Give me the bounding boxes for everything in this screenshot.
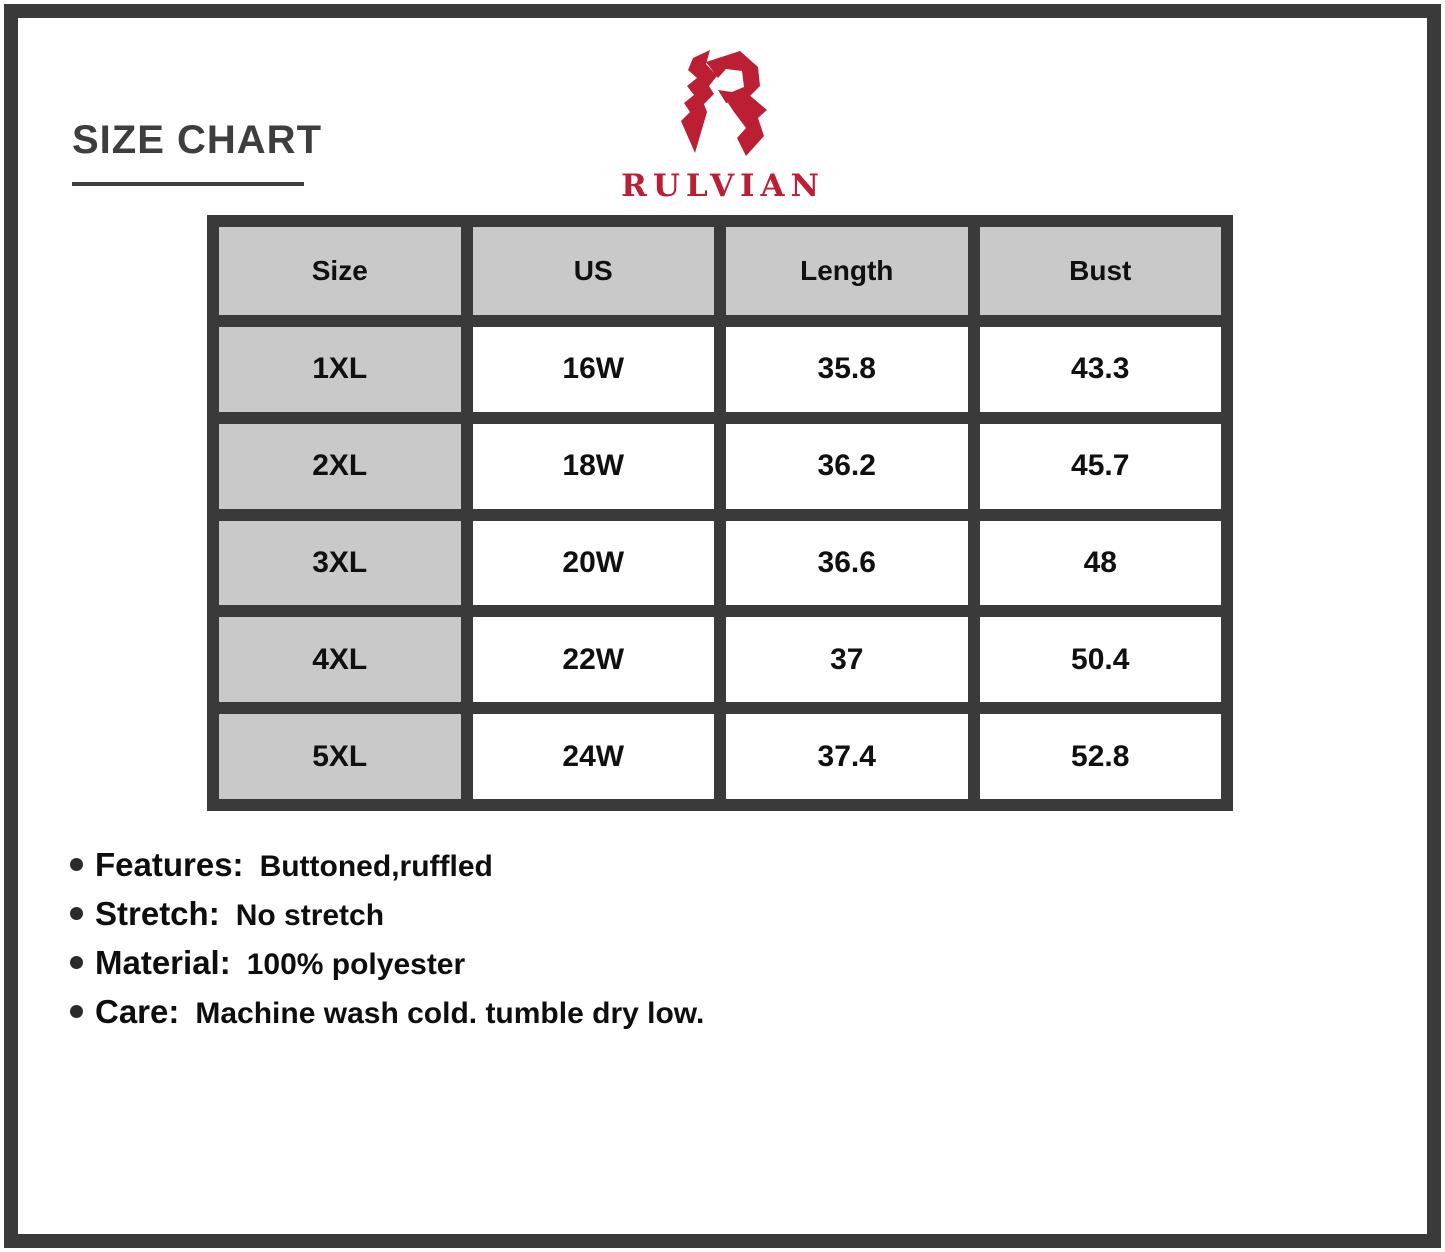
detail-label: Stretch: — [95, 895, 220, 932]
table-cell-bust: 50.4 — [980, 617, 1222, 702]
list-item — [70, 944, 704, 982]
detail-value: Machine wash cold. tumble dry low. — [195, 997, 705, 1030]
product-details-list — [70, 846, 704, 1042]
table-cell-us: 16W — [473, 327, 715, 412]
brand-name: RULVIAN — [621, 168, 825, 204]
bullet-dot-icon — [70, 1005, 83, 1018]
table-cell-length: 36.6 — [726, 521, 968, 606]
table-cell-length: 37 — [726, 617, 968, 702]
title-underline — [72, 182, 304, 186]
table-row-size-label: 5XL — [219, 714, 461, 799]
table-cell-length: 35.8 — [726, 327, 968, 412]
bullet-dot-icon — [70, 956, 83, 969]
list-item — [70, 846, 704, 884]
table-cell-us: 24W — [473, 714, 715, 799]
table-cell-bust: 45.7 — [980, 424, 1222, 509]
title-block — [72, 118, 322, 186]
table-cell-us: 18W — [473, 424, 715, 509]
table-cell-us: 20W — [473, 521, 715, 606]
list-item — [70, 895, 704, 933]
detail-value: No stretch — [235, 899, 385, 932]
list-item — [70, 993, 704, 1031]
bullet-dot-icon — [70, 858, 83, 871]
table-cell-length: 37.4 — [726, 714, 968, 799]
detail-label: Care: — [95, 993, 180, 1030]
table-cell-us: 22W — [473, 617, 715, 702]
page-title: SIZE CHART — [72, 118, 322, 162]
table-cell-bust: 43.3 — [980, 327, 1222, 412]
table-header-us: US — [473, 227, 715, 315]
detail-label: Material: — [95, 944, 231, 981]
size-chart-table — [207, 215, 1233, 811]
bullet-dot-icon — [70, 907, 83, 920]
table-row-size-label: 3XL — [219, 521, 461, 606]
detail-value: 100% polyester — [246, 948, 466, 981]
brand-logo — [608, 48, 838, 204]
table-row-size-label: 4XL — [219, 617, 461, 702]
table-cell-bust: 52.8 — [980, 714, 1222, 799]
table-header-length: Length — [726, 227, 968, 315]
detail-value: Buttoned,ruffled — [259, 850, 493, 883]
table-cell-bust: 48 — [980, 521, 1222, 606]
table-row-size-label: 1XL — [219, 327, 461, 412]
table-header-size: Size — [219, 227, 461, 315]
detail-label: Features: — [95, 846, 244, 883]
table-cell-length: 36.2 — [726, 424, 968, 509]
table-row-size-label: 2XL — [219, 424, 461, 509]
rulvian-r-logo-icon — [676, 48, 770, 160]
table-header-bust: Bust — [980, 227, 1222, 315]
